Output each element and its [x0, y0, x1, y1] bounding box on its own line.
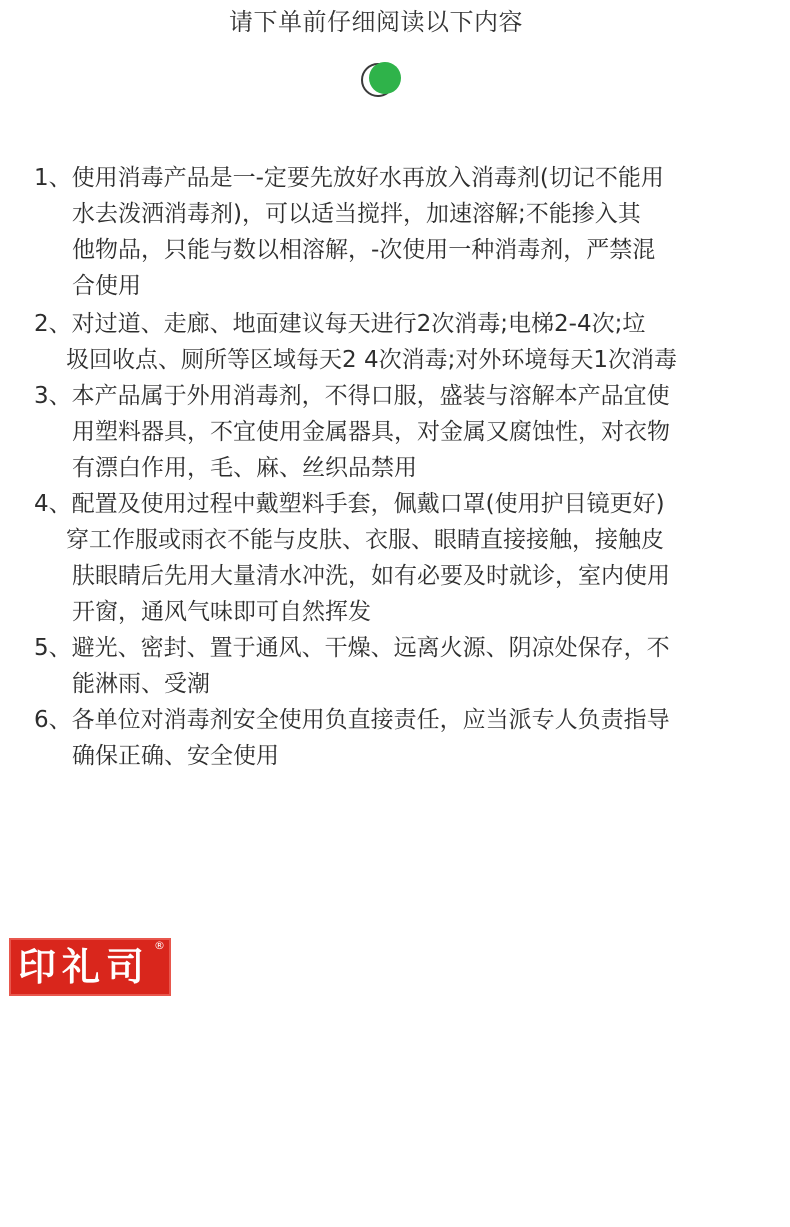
note-line: 有漂白作用，毛、麻、丝织品禁用: [72, 455, 417, 481]
note-line: 穿工作服或雨衣不能与皮肤、衣服、眼睛直接接触，接触皮: [66, 527, 664, 553]
note-line: 6、各单位对消毒剂安全使用负直接责任，应当派专人负责指导: [34, 707, 670, 733]
note-line: 开窗，通风气味即可自然挥发: [72, 599, 371, 625]
registered-mark-icon: ®: [154, 939, 165, 952]
page-title: 请下单前仔细阅读以下内容: [229, 8, 523, 36]
note-line: 1、使用消毒产品是一-定要先放好水再放入消毒剂(切记不能用: [34, 165, 664, 191]
note-line: 圾回收点、厕所等区域每天2 4次消毒;对外环境每天1次消毒: [66, 347, 677, 373]
note-line: 5、避光、密封、置于通风、干燥、远离火源、阴凉处保存，不: [34, 635, 670, 661]
note-line: 2、对过道、走廊、地面建议每天进行2次消毒;电梯2-4次;垃: [34, 311, 646, 337]
note-line: 确保正确、安全使用: [72, 743, 279, 769]
note-line: 4、配置及使用过程中戴塑料手套，佩戴口罩(使用护目镜更好): [34, 491, 665, 517]
note-line: 3、本产品属于外用消毒剂，不得口服，盛装与溶解本产品宜使: [34, 383, 670, 409]
note-line: 用塑料器具，不宜使用金属器具，对金属又腐蚀性，对衣物: [72, 419, 670, 445]
note-line: 能淋雨、受潮: [72, 671, 210, 697]
brand-logo: [9, 938, 171, 996]
note-line: 合使用: [72, 273, 141, 299]
status-indicator-icon: [361, 62, 401, 98]
note-line: 水去泼洒消毒剂)，可以适当搅拌，加速溶解;不能掺入其: [72, 201, 641, 227]
note-line: 肤眼睛后先用大量清水冲洗，如有必要及时就诊，室内使用: [72, 563, 670, 589]
brand-logo-text: 印礼司: [17, 944, 150, 989]
indicator-fill: [369, 62, 401, 94]
note-line: 他物品，只能与数以相溶解，-次使用一种消毒剂，严禁混: [72, 237, 656, 263]
